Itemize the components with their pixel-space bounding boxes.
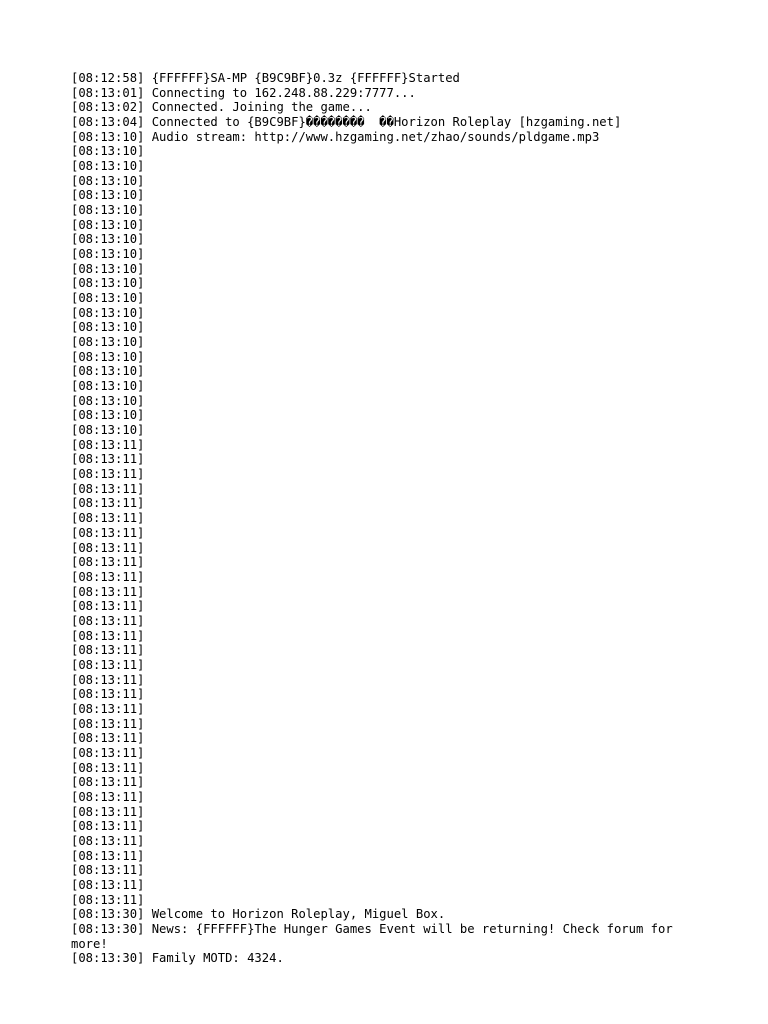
log-line: [08:13:10] [71,305,145,320]
log-line: [08:13:11] [71,657,145,672]
log-line: [08:13:10] [71,144,145,159]
log-line: [08:13:11] [71,584,145,599]
log-line: [08:13:10] [71,291,145,306]
log-line: [08:13:11] [71,511,145,526]
log-line: [08:13:11] [71,863,145,878]
log-line: [08:13:11] [71,687,145,702]
log-line: [08:13:11] [71,848,145,863]
log-line: [08:13:30] Welcome to Horizon Roleplay, Miguel Box. [71,907,446,922]
log-line: [08:13:10] [71,335,145,350]
log-line: [08:13:11] [71,599,145,614]
log-line: [08:13:30] Family MOTD: 4324. [71,951,284,966]
log-line: [08:13:11] [71,525,145,540]
log-line: [08:13:11] [71,555,145,570]
log-line: [08:13:10] [71,203,145,218]
log-line: [08:13:10] [71,188,145,203]
log-line: [08:13:10] [71,349,145,364]
log-line: [08:13:11] [71,804,145,819]
log-line: [08:13:10] [71,173,145,188]
log-line: [08:13:10] [71,276,145,291]
log-line: [08:13:10] [71,408,145,423]
log-line: [08:13:11] [71,892,145,907]
log-line: [08:13:11] [71,540,145,555]
log-line: [08:13:11] [71,731,145,746]
log-line: [08:13:01] Connecting to 162.248.88.229:7777... [71,85,416,100]
log-line: [08:13:11] [71,789,145,804]
log-line: [08:13:10] [71,393,145,408]
log-line: [08:12:58] {FFFFFF}SA-MP {B9C9BF}0.3z {FFFFFF}Started [71,71,460,85]
log-line: [08:13:11] [71,877,145,892]
log-line: [08:13:10] [71,379,145,394]
log-line: [08:13:11] [71,716,145,731]
log-line: [08:13:10] [71,320,145,335]
log-line: [08:13:10] [71,232,145,247]
log-line: [08:13:11] [71,628,145,643]
log-line: [08:13:30] News: {FFFFFF}The Hunger Games Event will be returning! Check forum for more! [71,921,681,951]
log-line: [08:13:02] Connected. Joining the game... [71,100,372,115]
log-line: [08:13:10] [71,364,145,379]
log-line: [08:13:10] [71,247,145,262]
log-line: [08:13:11] [71,833,145,848]
log-line: [08:13:11] [71,437,145,452]
log-line: [08:13:11] [71,481,145,496]
log-line: [08:13:10] [71,159,145,174]
log-line: [08:13:10] [71,217,145,232]
log-line: [08:13:11] [71,452,145,467]
log-line: [08:13:11] [71,701,145,716]
log-line: [08:13:11] [71,496,145,511]
log-line: [08:13:11] [71,672,145,687]
chat-log [71,71,699,966]
log-line: [08:13:11] [71,745,145,760]
log-line: [08:13:10] Audio stream: http://www.hzgaming.net/zhao/sounds/pldgame.mp3 [71,129,600,144]
log-line: [08:13:11] [71,613,145,628]
log-line: [08:13:11] [71,775,145,790]
log-line: [08:13:10] [71,423,145,438]
log-line: [08:13:04] Connected to {B9C9BF}�������� ��Horizon Roleplay [hzgaming.net] [71,115,622,130]
log-line: [08:13:11] [71,467,145,482]
log-line: [08:13:11] [71,569,145,584]
log-line: [08:13:11] [71,819,145,834]
log-line: [08:13:10] [71,261,145,276]
log-line: [08:13:11] [71,760,145,775]
log-line: [08:13:11] [71,643,145,658]
